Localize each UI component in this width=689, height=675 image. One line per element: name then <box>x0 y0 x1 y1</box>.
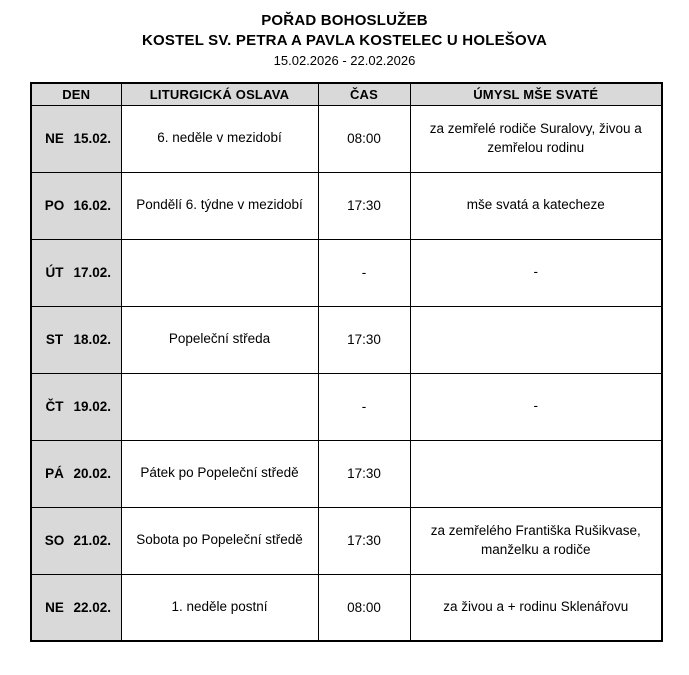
date-range: 15.02.2026 - 22.02.2026 <box>273 53 416 68</box>
intention-cell <box>410 440 662 507</box>
time-cell: 17:30 <box>318 172 410 239</box>
day-abbr: NE <box>45 599 64 615</box>
day-abbr: SO <box>44 533 65 548</box>
time-cell: 17:30 <box>318 507 410 574</box>
day-date: 15.02. <box>73 131 112 146</box>
day-cell <box>31 440 121 507</box>
day-date: 16.02. <box>73 198 112 213</box>
page-title: POŘAD BOHOSLUŽEB <box>261 12 428 29</box>
celebration-cell: Pátek po Popeleční středě <box>121 440 318 507</box>
intention-cell: za zemřelého Františka Rušikvase, manželku a rodiče <box>410 507 662 574</box>
column-header-celebration: LITURGICKÁ OSLAVA <box>121 83 318 105</box>
table-row <box>31 440 662 507</box>
day-date: 19.02. <box>73 399 112 414</box>
day-cell <box>31 239 121 306</box>
table-row <box>31 373 662 440</box>
intention-cell: - <box>410 373 662 440</box>
day-date: 21.02. <box>73 533 112 548</box>
celebration-cell: Pondělí 6. týdne v mezidobí <box>121 172 318 239</box>
celebration-cell: Sobota po Popeleční středě <box>121 507 318 574</box>
intention-cell <box>410 306 662 373</box>
intention-cell: za zemřelé rodiče Suralovy, živou a zemřelou rodinu <box>410 105 662 172</box>
celebration-cell <box>121 373 318 440</box>
day-date: 17.02. <box>73 265 112 280</box>
table-row <box>31 507 662 574</box>
table-header-row <box>31 83 662 105</box>
day-abbr: PO <box>44 198 65 213</box>
day-date: 18.02. <box>73 332 112 347</box>
intention-cell: mše svatá a katecheze <box>410 172 662 239</box>
time-cell: 17:30 <box>318 306 410 373</box>
time-cell: 08:00 <box>318 574 410 641</box>
time-cell: - <box>318 373 410 440</box>
column-header-intention: ÚMYSL MŠE SVATÉ <box>410 83 662 105</box>
day-cell <box>31 306 121 373</box>
column-header-time: ČAS <box>318 83 410 105</box>
day-cell <box>31 172 121 239</box>
intention-cell: - <box>410 239 662 306</box>
day-abbr: NE <box>45 131 64 146</box>
day-cell <box>31 507 121 574</box>
day-abbr: PÁ <box>45 466 64 481</box>
schedule-table <box>30 82 663 642</box>
day-cell <box>31 574 121 641</box>
column-header-day: DEN <box>31 83 121 105</box>
time-cell: 08:00 <box>318 105 410 172</box>
intention-cell: za živou a + rodinu Sklenářovu <box>410 574 662 641</box>
day-cell <box>31 373 121 440</box>
table-row <box>31 105 662 172</box>
time-cell: - <box>318 239 410 306</box>
document-header <box>0 12 689 68</box>
day-abbr: ÚT <box>45 265 64 280</box>
celebration-cell: 6. neděle v mezidobí <box>121 105 318 172</box>
table-row <box>31 306 662 373</box>
table-row <box>31 239 662 306</box>
day-abbr: ČT <box>45 399 64 414</box>
time-cell: 17:30 <box>318 440 410 507</box>
table-row <box>31 172 662 239</box>
day-cell <box>31 105 121 172</box>
celebration-cell: Popeleční středa <box>121 306 318 373</box>
day-abbr: ST <box>45 332 64 347</box>
church-name: KOSTEL SV. PETRA A PAVLA KOSTELEC U HOLEŠOVA <box>142 32 547 49</box>
celebration-cell: 1. neděle postní <box>121 574 318 641</box>
celebration-cell <box>121 239 318 306</box>
table-row <box>31 574 662 641</box>
day-date: 20.02. <box>73 466 112 481</box>
day-date: 22.02. <box>73 599 112 615</box>
